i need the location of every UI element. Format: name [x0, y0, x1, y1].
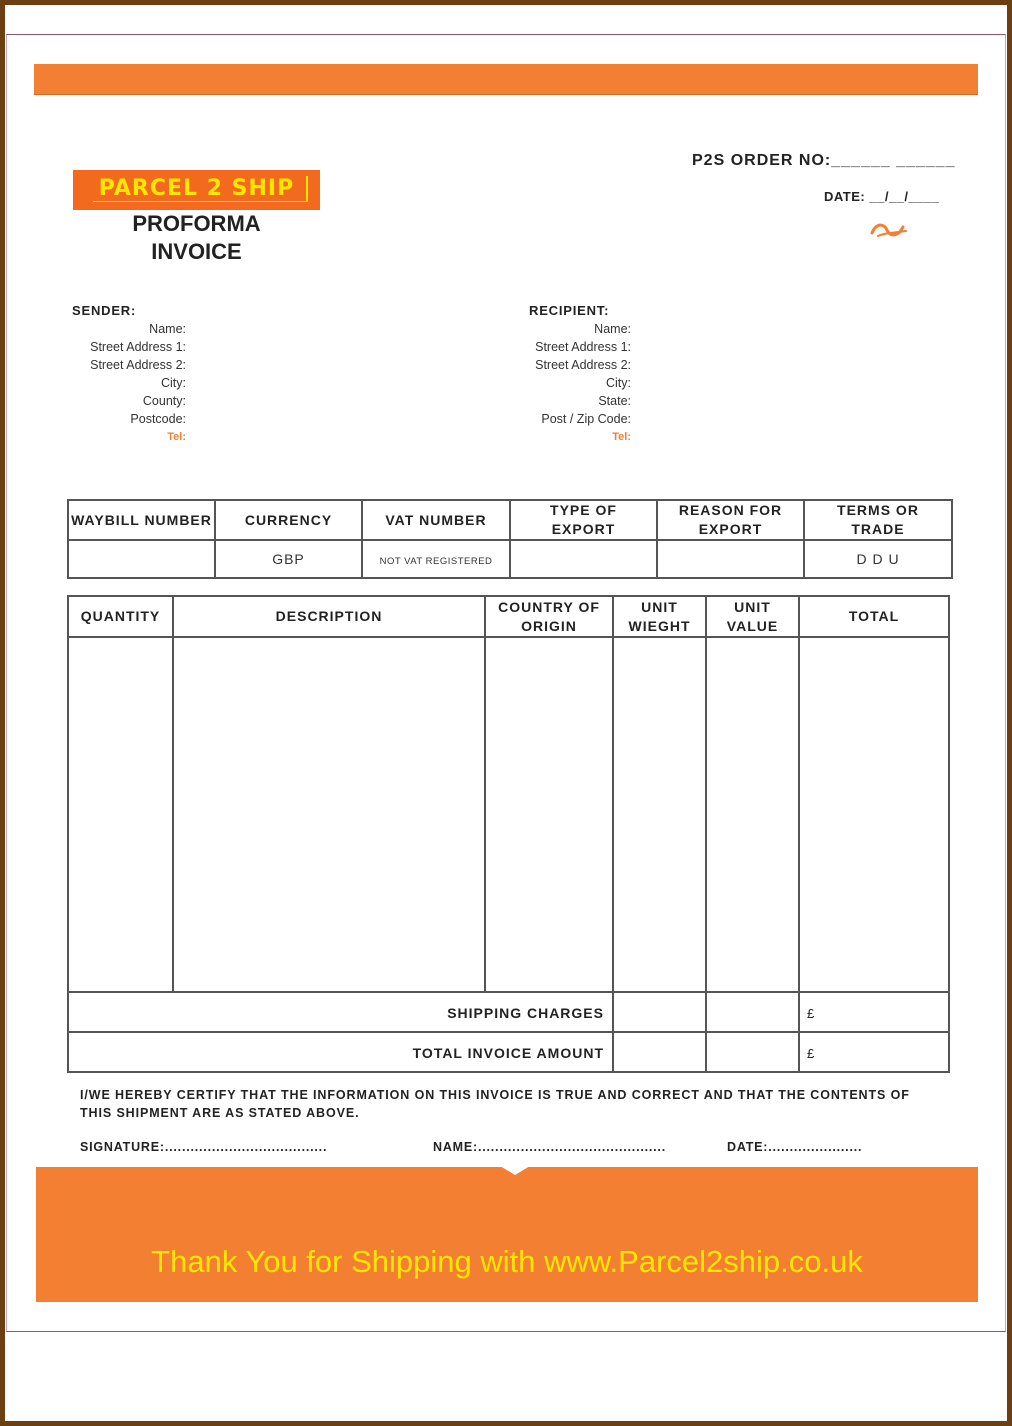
header-reason-for-export: REASON FOR EXPORT — [678, 502, 783, 537]
document-title-line2: INVOICE — [151, 239, 242, 264]
unit-value-column[interactable] — [707, 638, 798, 991]
swirl-icon — [870, 221, 908, 239]
reason-for-export-cell[interactable] — [658, 541, 803, 577]
order-number-field: P2S ORDER NO:______ ______ — [692, 152, 956, 169]
type-of-export-cell[interactable] — [511, 541, 656, 577]
thank-you-message: Thank You for Shipping with www.Parcel2ship.co.uk — [151, 1244, 863, 1279]
recipient-tel-label: Tel: — [612, 431, 631, 443]
recipient-address2-label: Street Address 2: — [535, 358, 631, 372]
header-unit-weight: UNIT WIEGHT — [628, 598, 691, 634]
sender-name-label: Name: — [149, 322, 186, 336]
vat-number-cell[interactable]: NOT VAT REGISTERED — [379, 555, 493, 567]
header-waybill-number: WAYBILL NUMBER — [71, 511, 212, 528]
document-title-line1: PROFORMA — [132, 211, 261, 236]
recipient-address1-label: Street Address 1: — [535, 340, 631, 354]
total-invoice-value[interactable] — [800, 1033, 948, 1071]
total-invoice-currency: £ — [807, 1046, 815, 1061]
sender-tel-label: Tel: — [167, 431, 186, 443]
shipping-charges-value[interactable] — [800, 993, 948, 1031]
header-unit-value: UNIT VALUE — [726, 598, 779, 634]
sender-city-label: City: — [161, 376, 186, 390]
signoff-date-field[interactable]: DATE:...................... — [727, 1140, 863, 1154]
sender-postcode-label: Postcode: — [130, 412, 186, 426]
logo-text: PARCEL 2 SHIP — [98, 176, 295, 201]
footer-notch — [500, 1166, 530, 1176]
recipient-name-label: Name: — [594, 322, 631, 336]
waybill-number-cell[interactable] — [69, 541, 214, 577]
order-date-field: DATE: __/__/____ — [824, 189, 940, 204]
total-invoice-amount-label: TOTAL INVOICE AMOUNT — [412, 1045, 604, 1061]
logo-accent-stroke — [306, 176, 308, 202]
currency-cell[interactable]: GBP — [272, 551, 305, 567]
quantity-column[interactable] — [69, 638, 172, 991]
recipient-state-label: State: — [598, 394, 631, 408]
sender-address2-label: Street Address 2: — [90, 358, 186, 372]
header-total: TOTAL — [848, 608, 900, 624]
sender-address1-label: Street Address 1: — [90, 340, 186, 354]
certification-statement: I/WE HEREBY CERTIFY THAT THE INFORMATION ON THIS INVOICE IS TRUE AND CORRECT AND THAT THE CONTENTS OF THIS SHIPMENT ARE AS STATED ABOVE. — [80, 1088, 910, 1120]
shipping-charges-currency: £ — [807, 1006, 815, 1021]
terms-of-trade-cell[interactable]: D D U — [856, 551, 900, 567]
total-column[interactable] — [800, 638, 948, 991]
sender-county-label: County: — [142, 394, 186, 408]
name-field[interactable]: NAME:............................................ — [433, 1140, 666, 1154]
unit-weight-column[interactable] — [614, 638, 705, 991]
recipient-zip-label: Post / Zip Code: — [541, 412, 631, 426]
logo-underline — [93, 201, 306, 202]
shipping-charges-label: SHIPPING CHARGES — [447, 1005, 604, 1021]
header-band — [34, 64, 978, 95]
recipient-city-label: City: — [606, 376, 631, 390]
company-logo — [73, 170, 320, 210]
header-type-of-export: TYPE OF EXPORT — [550, 502, 617, 537]
header-quantity: QUANTITY — [80, 608, 161, 624]
recipient-heading: RECIPIENT: — [529, 303, 610, 318]
sender-heading: SENDER: — [72, 303, 137, 318]
header-vat-number: VAT NUMBER — [385, 511, 487, 528]
header-description: DESCRIPTION — [275, 608, 383, 624]
footer-band — [36, 1167, 978, 1302]
header-terms-of-trade: TERMS OR TRADE — [837, 502, 919, 537]
signature-field[interactable]: SIGNATURE:...................................... — [80, 1140, 328, 1154]
header-currency: CURRENCY — [244, 511, 333, 528]
country-of-origin-column[interactable] — [486, 638, 612, 991]
description-column[interactable] — [174, 638, 484, 991]
header-country-of-origin: COUNTRY OF ORIGIN — [498, 598, 600, 634]
